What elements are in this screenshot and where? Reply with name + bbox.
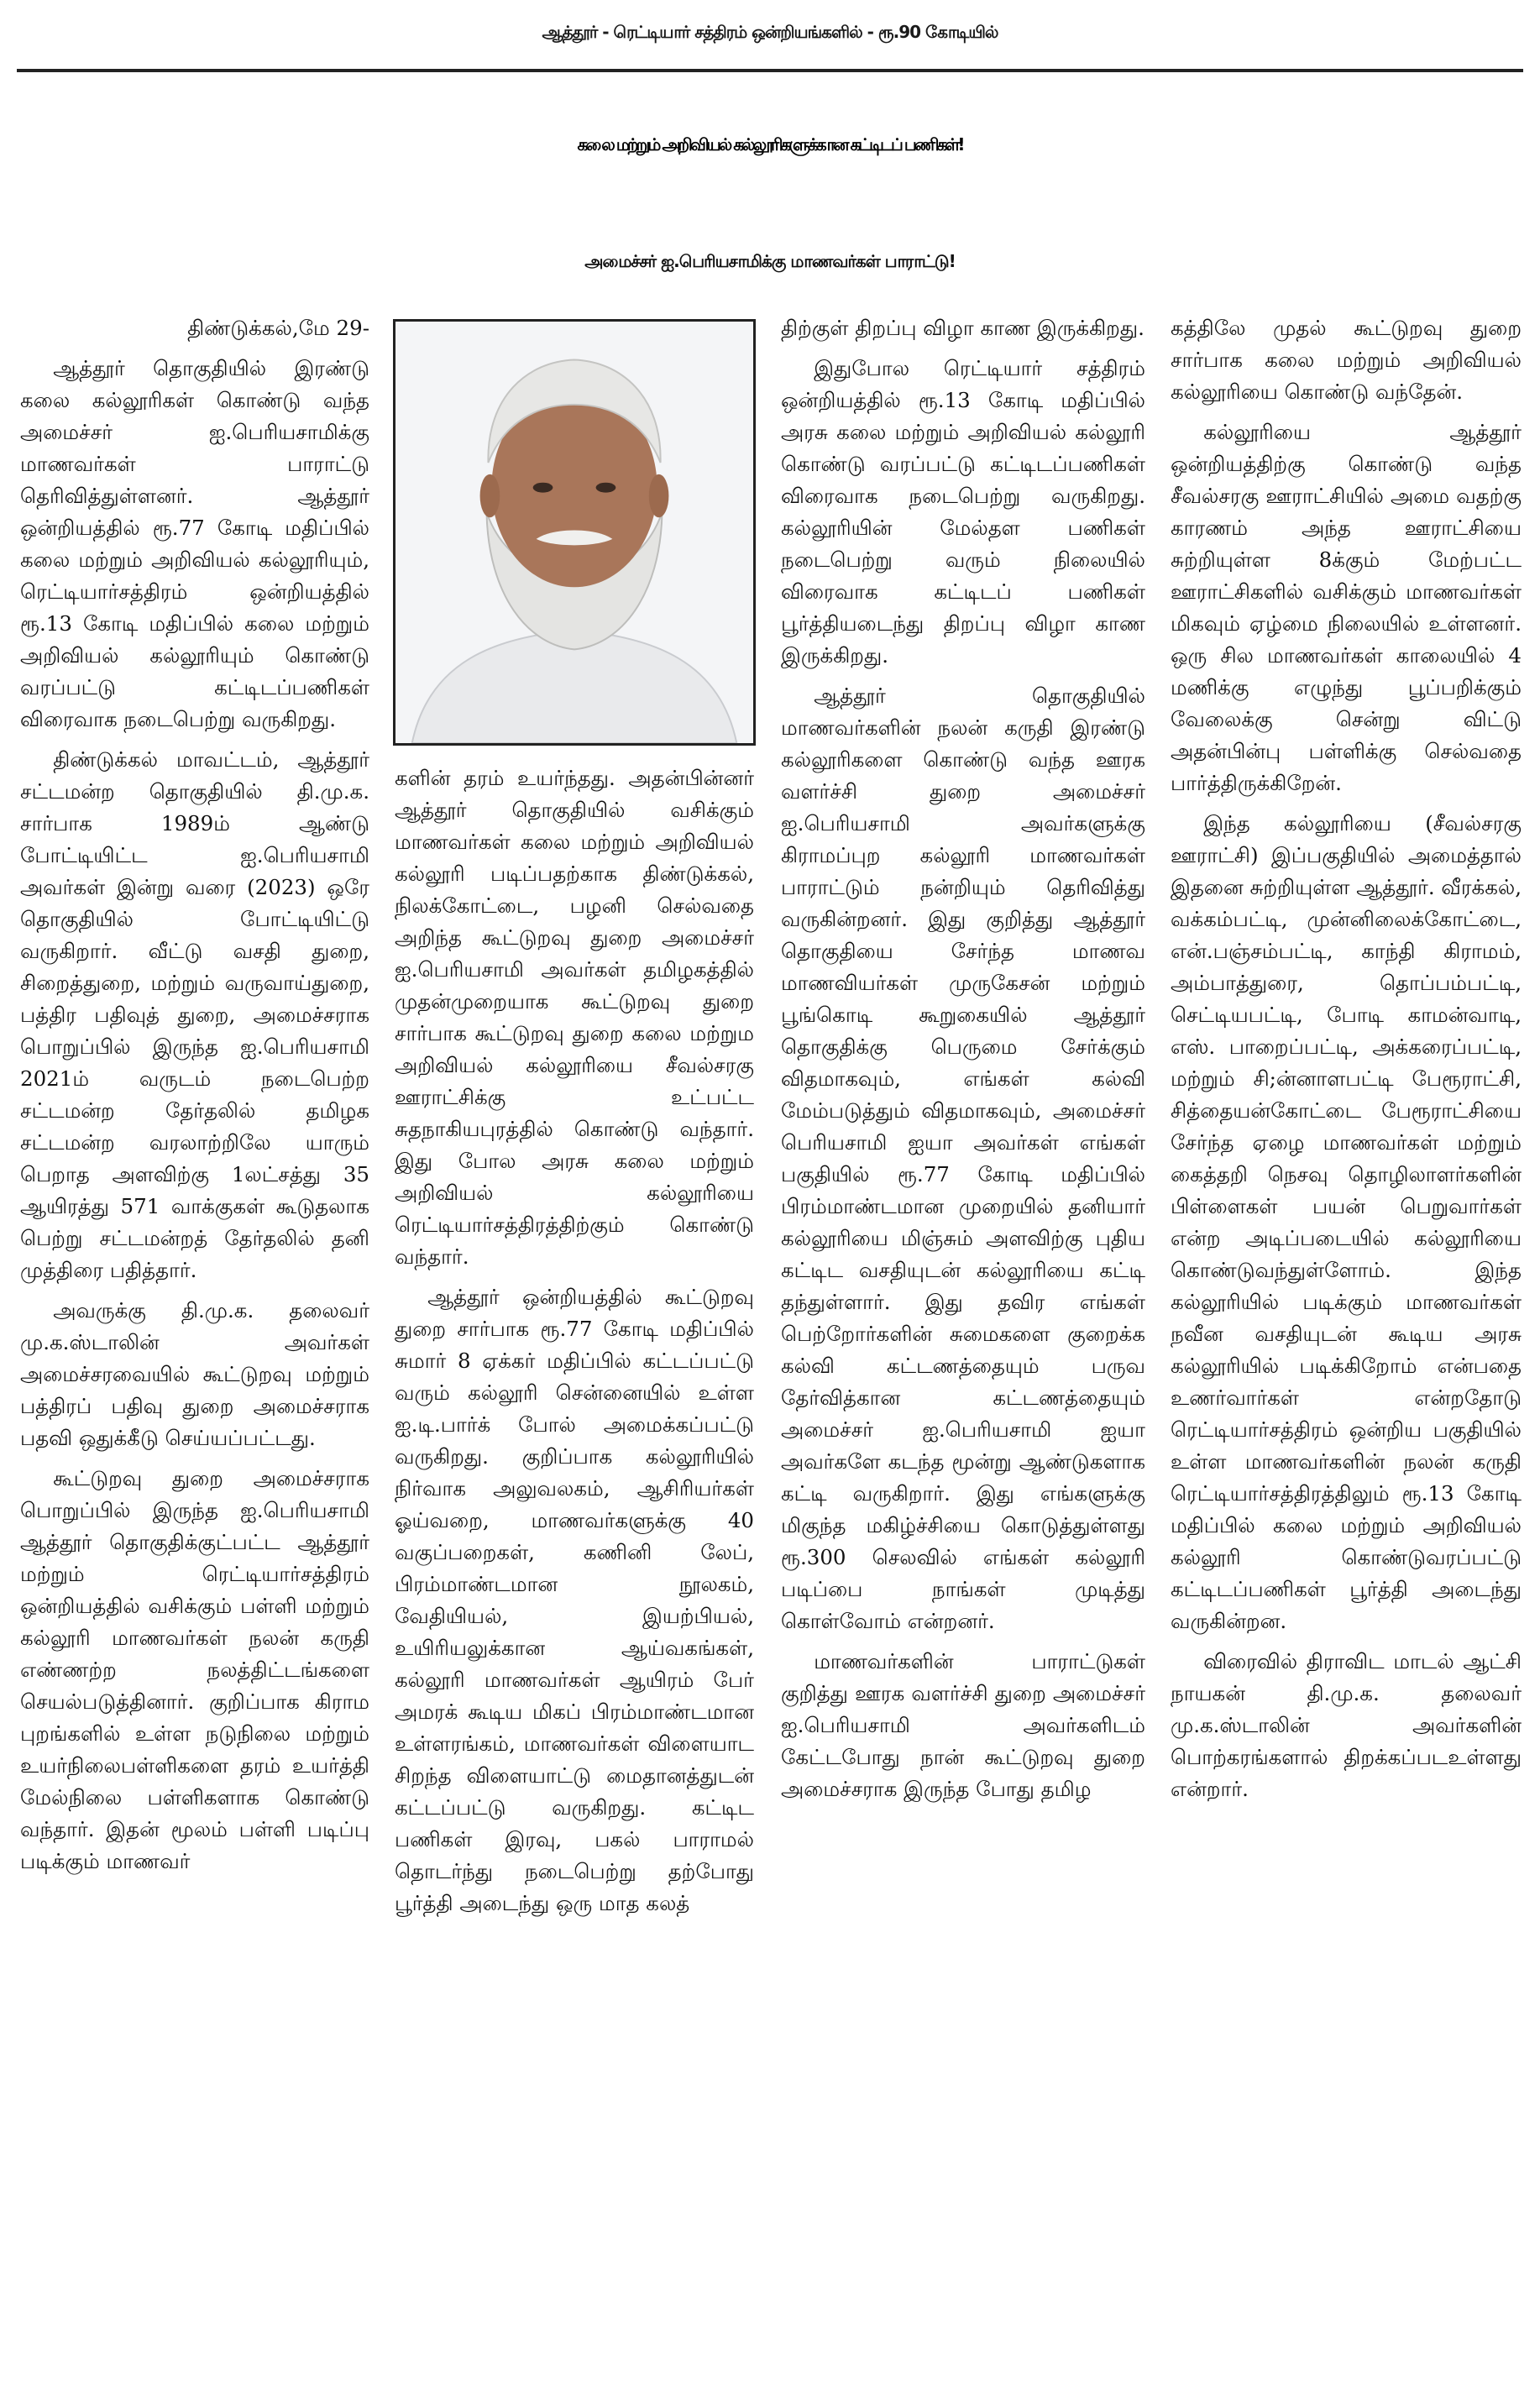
paragraph: கல்லூரியை ஆத்தூர் ஒன்றியத்திற்கு கொண்டு வந்த சீவல்சரகு ஊராட்சியில் அமை வதற்கு காரணம் அந்த ஊராட்சியை சுற்றியுள்ள 8க்கும் மேற்பட்ட ஊராட்சிகளில் வசிக்கும் மாணவர்கள் மிகவும் ஏழ்மை நிலையில் உள்ளனர். ஒரு சில மாணவர்கள் காலையில் 4 மணிக்கு எழுந்து பூப்பறிக்கும் வேலைக்கு சென்று விட்டு அதன்பின்பு பள்ளிக்கு செல்வதை பார்த்திருக்கிறேன். — [1171, 420, 1522, 795]
paragraph: இந்த கல்லூரியை (சீவல்சரகு ஊராட்சி) இப்பகுதியில் அமைத்தால் இதனை சுற்றியுள்ள ஆத்தூர். வீரக்கல், வக்கம்பட்டி, முன்னிலைக்கோட்டை, என்.பஞ்சம்பட்டி, காந்தி கிராமம், அம்பாத்துரை, தொப்பம்பட்டி, செட்டியபட்டி, போடி காமன்வாடி, எஸ். பாறைப்பட்டி, அக்கரைப்பட்டி, மற்றும் சி;ன்னாளபட்டி பேரூராட்சி, சித்தையன்கோட்டை பேரூராட்சியை சேர்ந்த ஏழை மாணவர்கள் மற்றும் கைத்தறி நெசவு தொழிலாளர்களின் பிள்ளைகள் பயன் பெறுவார்கள் என்ற அடிப்படையில் கல்லூரியை கொண்டுவந்துள்ளோம். இந்த கல்லூரியில் படிக்கும் மாணவர்கள் நவீன வசதியுடன் கூடிய அரசு கல்லூரியில் படிக்கிறோம் என்பதை உணர்வார்கள் என்றதோடு ரெட்டியார்சத்திரம் ஒன்றிய பகுதியில் உள்ள மாணவர்களின் நலன் கருதி ரெட்டியார்சத்திரத்திலும் ரூ.13 கோடி மதிப்பில் கலை மற்றும் அறிவியல் கல்லூரி கொண்டுவரப்பட்டு கட்டிடப்பணிகள் பூர்த்தி அடைந்து வருகின்றன. — [1171, 811, 1522, 1633]
paragraph: கத்திலே முதல் கூட்டுறவு துறை சார்பாக கலை மற்றும் அறிவியல் கல்லூரியை கொண்டு வந்தேன். — [1171, 316, 1522, 404]
article-column-3 — [781, 312, 1145, 2378]
paragraph: திற்குள் திறப்பு விழா காண இருக்கிறது. — [781, 316, 1145, 340]
kicker-line: ஆத்தூர் - ரெட்டியார் சத்திரம் ஒன்றியங்களில் - ரூ.90 கோடியில் — [542, 21, 998, 42]
paragraph: ஆத்தூர் தொகுதியில் இரண்டு கலை கல்லூரிகள் கொண்டு வந்த அமைச்சர் ஐ.பெரியசாமிக்கு மாணவர்கள் பாராட்டு தெரிவித்துள்ளனர். ஆத்தூர் ஒன்றியத்தில் ரூ.77 கோடி மதிப்பில் கலை மற்றும் அறிவியல் கல்லூரியும், ரெட்டியார்சத்திரம் ஒன்றியத்தில் ரூ.13 கோடி மதிப்பில் கலை மற்றும் அறிவியல் கல்லூரியும் கொண்டு வரப்பட்டு கட்டிடப்பணிகள் விரைவாக நடைபெற்று வருகிறது. — [20, 356, 369, 731]
paragraph: கூட்டுறவு துறை அமைச்சராக பொறுப்பில் இருந்த ஐ.பெரியசாமி ஆத்தூர் தொகுதிக்குட்பட்ட ஆத்தூர் மற்றும் ரெட்டியார்சத்திரம் ஒன்றியத்தில் வசிக்கும் பள்ளி மற்றும் கல்லூரி மாணவர்கள் நலன் கருதி எண்ணற்ற நலத்திட்டங்களை செயல்படுத்தினார். குறிப்பாக கிராம புறங்களில் உள்ள நடுநிலை மற்றும் உயர்நிலைபள்ளிகளை தரம் உயர்த்தி மேல்நிலை பள்ளிகளாக கொண்டு வந்தார். இதன் மூலம் பள்ளி படிப்பு படிக்கும் மாணவர் — [20, 1466, 369, 1873]
article-column-4 — [1171, 312, 1522, 2378]
paragraph: இதுபோல ரெட்டியார் சத்திரம் ஒன்றியத்தில் ரூ.13 கோடி மதிப்பில் அரசு கலை மற்றும் அறிவியல் கல்லூரி கொண்டு வரப்பட்டு கட்டிடப்பணிகள் விரைவாக நடைபெற்று வருகிறது. கல்லூரியின் மேல்தள பணிகள் நடைபெற்று வரும் நிலையில் விரைவாக கட்டிடப் பணிகள் பூர்த்தியடைந்து திறப்பு விழா காண இருக்கிறது. — [781, 356, 1145, 668]
paragraph: அவருக்கு தி.மு.க. தலைவர் மு.க.ஸ்டாலின் அவர்கள் அமைச்சரவையில் கூட்டுறவு மற்றும் பத்திரப் பதிவு துறை அமைச்சராக பதவி ஒதுக்கீடு செய்யப்பட்டது. — [20, 1298, 369, 1450]
article-column-1 — [20, 312, 369, 2378]
paragraph: திண்டுக்கல் மாவட்டம், ஆத்தூர் சட்டமன்ற தொகுதியில் தி.மு.க. சார்பாக 1989ம் ஆண்டு போட்டியிட்ட ஐ.பெரியசாமி அவர்கள் இன்று வரை (2023) ஒரே தொகுதியில் போட்டியிட்டு வருகிறார். வீட்டு வசதி துறை, சிறைத்துறை, மற்றும் வருவாய்துறை, பத்திர பதிவுத் துறை, அமைச்சராக பொறுப்பில் இருந்த ஐ.பெரியசாமி 2021ம் வருடம் நடைபெற்ற சட்டமன்ற தேர்தலில் தமிழக சட்டமன்ற வரலாற்றிலே யாரும் பெறாத அளவிற்கு 1லட்சத்து 35 ஆயிரத்து 571 வாக்குகள் கூடுதலாக பெற்று சட்டமன்றத் தேர்தலில் தனி முத்திரை பதித்தார். — [20, 747, 369, 1282]
portrait-image — [395, 322, 753, 743]
paragraph: மாணவர்களின் பாராட்டுகள் குறித்து ஊரக வளர்ச்சி துறை அமைச்சர் ஐ.பெரியசாமி அவர்களிடம் கேட்டபோது நான் கூட்டுறவு துறை அமைச்சராக இருந்த போது தமிழ — [781, 1649, 1145, 1801]
paragraph: ஆத்தூர் தொகுதியில் மாணவர்களின் நலன் கருதி இரண்டு கல்லூரிகளை கொண்டு வந்த ஊரக வளர்ச்சி துறை அமைச்சர் ஐ.பெரியசாமி அவர்களுக்கு கிராமப்புற கல்லூரி மாணவர்கள் பாராட்டும் நன்றியும் தெரிவித்து வருகின்றனர். இது குறித்து ஆத்தூர் தொகுதியை சேர்ந்த மாணவ மாணவியர்கள் முருகேசன் மற்றும் பூங்கொடி கூறுகையில் ஆத்தூர் தொகுதிக்கு பெருமை சேர்க்கும் விதமாகவும், எங்கள் கல்வி மேம்படுத்தும் விதமாகவும், அமைச்சர் பெரியசாமி ஐயா அவர்கள் எங்கள் பகுதியில் ரூ.77 கோடி மதிப்பில் பிரம்மாண்டமான முறையில் தனியார் கல்லூரியை மிஞ்சும் அளவிற்கு புதிய கட்டிட வசதியுடன் கல்லூரியை கட்டி தந்துள்ளார். இது தவிர எங்கள் பெற்றோர்களின் சுமைகளை குறைக்க கல்வி கட்டணத்தையும் பருவ தேர்வித்கான கட்டணத்தையும் அமைச்சர் ஐ.பெரியசாமி ஐயா அவர்களே கடந்த மூன்று ஆண்டுகளாக கட்டி வருகிறார். இது எங்களுக்கு மிகுந்த மகிழ்ச்சியை கொடுத்துள்ளது ரூ.300 செலவில் எங்கள் கல்லூரி படிப்பை நாங்கள் முடித்து கொள்வோம் என்றனர். — [781, 683, 1145, 1633]
paragraph: ஆத்தூர் ஒன்றியத்தில் கூட்டுறவு துறை சார்பாக ரூ.77 கோடி மதிப்பில் சுமார் 8 ஏக்கர் மதிப்பில் கட்டப்பட்டு வரும் கல்லூரி சென்னையில் உள்ள ஐ.டி.பார்க் போல் அமைக்கப்பட்டு வருகிறது. குறிப்பாக கல்லூரியில் நிர்வாக அலுவலகம், ஆசிரியர்கள் ஓய்வறை, மாணவர்களுக்கு 40 வகுப்பறைகள், கணினி லேப், பிரம்மாண்டமான நூலகம், வேதியியல், இயற்பியல், உயிரியலுக்கான ஆய்வகங்கள், கல்லூரி மாணவர்கள் ஆயிரம் பேர் அமரக் கூடிய மிகப் பிரம்மாண்டமான உள்ளரங்கம், மாணவர்கள் விளையாட சிறந்த விளையாட்டு மைதானத்துடன் கட்டப்பட்டு வருகிறது. கட்டிட பணிகள் இரவு, பகல் பாராமல் தொடர்ந்து நடைபெற்று தற்போது பூர்த்தி அடைந்து ஒரு மாத கலத் — [395, 1285, 754, 1915]
dateline: திண்டுக்கல்,மே 29- — [187, 316, 369, 340]
minister-photo — [393, 319, 756, 746]
main-headline: கலை மற்றும் அறிவியல் கல்லூரிகளுக்கான கட்டிடப் பணிகள்! — [577, 134, 963, 155]
article-column-2 — [395, 762, 754, 2378]
divider-rule — [17, 69, 1523, 72]
paragraph: விரைவில் திராவிட மாடல் ஆட்சி நாயகன் தி.மு.க. தலைவர் மு.க.ஸ்டாலின் அவர்களின் பொற்கரங்களால் திறக்கப்படஉள்ளது என்றார். — [1171, 1649, 1522, 1801]
sub-headline: அமைச்சர் ஐ.பெரியசாமிக்கு மாணவர்கள் பாராட்டு! — [584, 250, 956, 271]
paragraph: களின் தரம் உயர்ந்தது. அதன்பின்னர் ஆத்தூர் தொகுதியில் வசிக்கும் மாணவர்கள் கலை மற்றும் அறிவியல் கல்லூரி படிப்பதற்காக திண்டுக்கல், நிலக்கோட்டை, பழனி செல்வதை அறிந்த கூட்டுறவு துறை அமைச்சர் ஐ.பெரியசாமி அவர்கள் தமிழகத்தில் முதன்முறையாக கூட்டுறவு துறை சார்பாக கூட்டுறவு துறை கலை மற்றும அறிவியல் கல்லூரியை சீவல்சரகு ஊராட்சிக்கு உட்பட்ட சுதநாகியபுரத்தில் கொண்டு வந்தார். இது போல அரசு கலை மற்றும் அறிவியல் கல்லூரியை ரெட்டியார்சத்திரத்திற்கும் கொண்டு வந்தார். — [395, 766, 754, 1269]
